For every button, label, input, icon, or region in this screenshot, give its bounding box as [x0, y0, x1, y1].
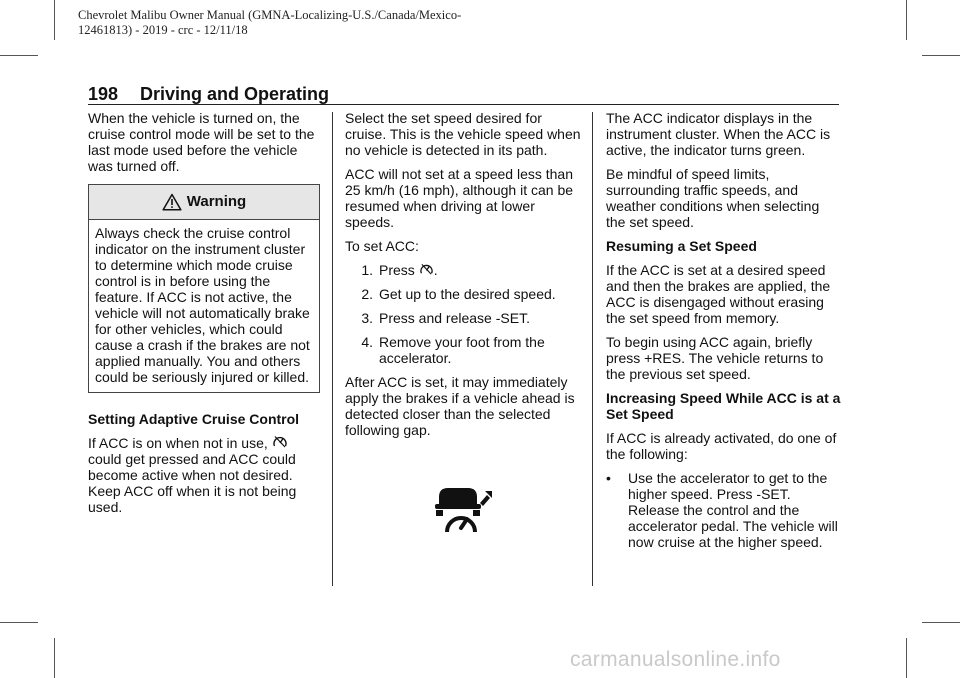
paragraph: The ACC indicator displays in the instrument cluster. When the ACC is active, the indicator turns green.	[606, 110, 831, 158]
column-2	[345, 110, 581, 537]
bullet-text: Use the accelerator to get to the higher speed. Press -SET. Release the control and the accelerator pedal. The vehicle will now cruise at the higher speed.	[628, 470, 838, 550]
column-divider	[332, 112, 333, 586]
section-heading: Resuming a Set Speed	[606, 238, 757, 254]
header-rule	[88, 104, 839, 105]
section-heading: Increasing Speed While ACC is at a Set Speed	[606, 390, 841, 422]
paragraph: After ACC is set, it may immediately apply the brakes if a vehicle ahead is detected closer than the selected following gap.	[345, 374, 575, 438]
crop-mark	[906, 638, 907, 678]
step-text: Press and release -SET.	[379, 310, 530, 326]
step-suffix: .	[433, 262, 438, 278]
step-label: Press	[379, 262, 415, 278]
warning-header	[89, 185, 319, 220]
bullet-marker: •	[606, 470, 611, 486]
step-text: Get up to the desired speed.	[379, 286, 556, 302]
step-number: 3.	[361, 310, 373, 326]
step-number: 1.	[361, 262, 373, 278]
cruise-control-icon	[419, 263, 434, 276]
column-3	[606, 110, 842, 550]
step-text: Remove your foot from the accelerator.	[379, 334, 545, 366]
intro-paragraph: When the vehicle is turned on, the cruise control mode will be set to the last mode used before the vehicle was turned off.	[88, 110, 315, 174]
warning-body: Always check the cruise control indicator on the instrument cluster to determine which mode cruise control is in before using the feature. If ACC is not active, the vehicle will not automatically brake for other vehicles, which could cause a crash if the brakes are not applied manually. You and others could be seriously injured or killed.	[95, 225, 310, 385]
list-item	[345, 334, 581, 366]
step-number: 4.	[361, 334, 373, 350]
crop-mark	[0, 55, 38, 56]
crop-mark	[0, 622, 38, 623]
watermark: carmanualsonline.info	[570, 648, 781, 671]
crop-mark	[922, 55, 960, 56]
list-item	[606, 470, 842, 550]
warning-triangle-icon	[162, 193, 182, 211]
crop-mark	[54, 0, 55, 40]
crop-mark	[922, 622, 960, 623]
page-number: 198	[88, 84, 119, 104]
column-divider	[592, 112, 593, 586]
paragraph: To set ACC:	[345, 238, 419, 254]
bullet-list	[606, 470, 842, 550]
list-item	[345, 262, 581, 278]
paragraph-text: could get pressed and ACC could become active when not desired. Keep ACC off when it is not being used.	[88, 451, 297, 515]
paragraph-text: If ACC is on when not in use,	[88, 435, 268, 451]
paragraph: To begin using ACC again, briefly press +RES. The vehicle returns to the previous set speed.	[606, 334, 824, 382]
list-item	[345, 286, 581, 302]
column-1	[88, 110, 320, 523]
paragraph: Select the set speed desired for cruise. This is the vehicle speed when no vehicle is detected in its path.	[345, 110, 581, 158]
cruise-control-icon	[272, 435, 288, 449]
list-item	[345, 310, 581, 326]
section-title: Driving and Operating	[140, 84, 330, 104]
document-meta-line: 12461813) - 2019 - crc - 12/11/18	[78, 23, 248, 37]
step-number: 2.	[361, 286, 373, 302]
page-header	[88, 84, 838, 104]
crop-mark	[54, 638, 55, 678]
section-heading: Setting Adaptive Cruise Control	[88, 411, 300, 427]
document-meta	[78, 8, 518, 38]
steps-list	[345, 262, 581, 366]
step-text	[379, 262, 438, 278]
document-meta-line: Chevrolet Malibu Owner Manual (GMNA-Localizing-U.S./Canada/Mexico-	[78, 8, 462, 22]
paragraph: If the ACC is set at a desired speed and then the brakes are applied, the ACC is disengaged without erasing the set speed from memory.	[606, 262, 831, 326]
crop-mark	[906, 0, 907, 40]
warning-title: Warning	[186, 193, 247, 210]
acc-off-paragraph	[88, 435, 320, 515]
paragraph: Be mindful of speed limits, surrounding traffic speeds, and weather conditions when selecting the set speed.	[606, 166, 820, 230]
paragraph: If ACC is already activated, do one of the following:	[606, 430, 837, 462]
warning-box	[88, 184, 320, 393]
adaptive-cruise-indicator-icon	[433, 486, 493, 534]
paragraph: ACC will not set at a speed less than 25 km/h (16 mph), although it can be resumed when driving at lower speeds.	[345, 166, 574, 230]
